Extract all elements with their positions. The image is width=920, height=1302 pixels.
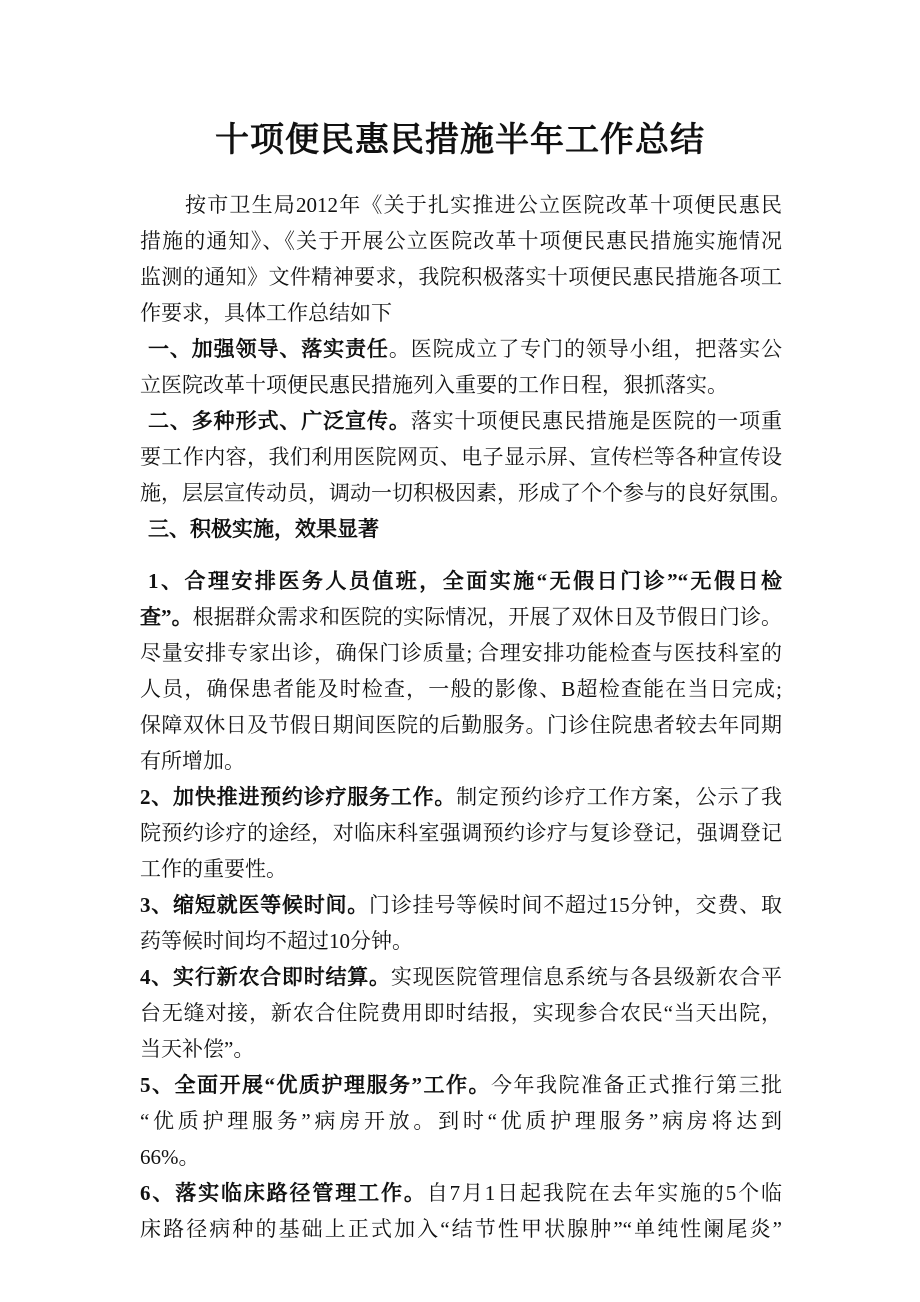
- body-text: 根据群众需求和医院的实际情况，开展了双休日及节假日门诊。: [192, 605, 783, 629]
- body-text: 实现医院管理信息系统与各县级新农合平: [390, 965, 783, 989]
- text-line: [140, 1139, 782, 1175]
- body-text: 落实十项便民惠民措施是医院的一项重: [410, 409, 783, 433]
- text-line: [140, 851, 782, 887]
- text-line: [140, 439, 782, 475]
- body-text: 床路径病种的基础上正式加入“结节性甲状腺肿”“单纯性阑尾炎”: [140, 1217, 782, 1241]
- bold-heading: 2、加快推进预约诊疗服务工作。: [140, 785, 457, 809]
- bold-heading: 一、加强领导、落实责任: [148, 337, 389, 361]
- text-line: [140, 1103, 782, 1139]
- text-line: [140, 1067, 782, 1103]
- body-text: 制定预约诊疗工作方案，公示了我: [456, 785, 783, 809]
- text-line: [140, 511, 782, 547]
- text-line: [140, 475, 791, 511]
- text-line: [140, 187, 782, 223]
- text-line: [140, 403, 782, 439]
- text-line: [140, 367, 782, 403]
- text-line: [140, 295, 782, 331]
- text-line: [140, 599, 782, 635]
- document-title: 十项便民惠民措施半年工作总结: [215, 122, 705, 159]
- text-line: [140, 743, 782, 779]
- body-text: 台无缝对接，新农合住院费用即时结报，实现参合农民“当天出院，: [140, 1001, 782, 1025]
- text-line: [140, 223, 782, 259]
- text-line: [140, 887, 782, 923]
- bold-heading: 1、合理安排医务人员值班，全面实施“无假日门诊”“无假日检: [148, 569, 782, 593]
- bold-heading: 5、全面开展“优质护理服务”工作。: [140, 1073, 491, 1097]
- body-text: 施，层层宣传动员，调动一切积极因素，形成了个个参与的良好氛围。: [140, 481, 791, 505]
- body-text: 自7月1日起我院在去年实施的5个临: [426, 1181, 783, 1205]
- bold-heading: 3、缩短就医等候时间。: [140, 893, 370, 917]
- body-text: 66%。: [140, 1145, 200, 1169]
- text-line: [140, 331, 782, 367]
- body-text: 。医院成立了专门的领导小组，把落实公: [388, 337, 783, 361]
- text-line: [140, 779, 782, 815]
- bold-heading: 6、落实临床路径管理工作。: [140, 1181, 427, 1205]
- text-line: [140, 995, 782, 1031]
- text-line: [140, 671, 782, 707]
- text-line: [140, 1211, 782, 1247]
- bold-heading: 4、实行新农合即时结算。: [140, 965, 391, 989]
- text-line: [140, 563, 782, 599]
- body-text: “优质护理服务”病房开放。到时“优质护理服务”病房将达到: [140, 1109, 782, 1133]
- bold-heading: 三、积极实施，效果显著: [148, 517, 379, 541]
- text-line: [140, 815, 782, 851]
- document-body: [140, 187, 791, 1247]
- body-text: 院预约诊疗的途经，对临床科室强调预约诊疗与复诊登记，强调登记: [140, 821, 782, 845]
- body-text: 按市卫生局2012年《关于扎实推进公立医院改革十项便民惠民: [185, 193, 782, 217]
- text-line: [140, 923, 782, 959]
- body-text: 工作的重要性。: [140, 857, 287, 881]
- text-line: [140, 1175, 782, 1211]
- bold-heading: 查”。: [140, 605, 193, 629]
- body-text: 要工作内容，我们利用医院网页、电子显示屏、宣传栏等各种宣传设: [140, 445, 782, 469]
- body-text: 药等候时间均不超过10分钟。: [140, 929, 413, 953]
- body-text: 保障双休日及节假日期间医院的后勤服务。门诊住院患者较去年同期: [140, 713, 782, 737]
- body-text: 当天补偿”。: [140, 1037, 255, 1061]
- body-text: 有所增加。: [140, 749, 245, 773]
- body-text: 门诊挂号等候时间不超过15分钟，交费、取: [369, 893, 783, 917]
- body-text: 措施的通知》、《关于开展公立医院改革十项便民惠民措施实施情况: [140, 229, 782, 253]
- body-text: 人员，确保患者能及时检查，一般的影像、B超检查能在当日完成;: [140, 677, 782, 701]
- body-text: 尽量安排专家出诊，确保门诊质量; 合理安排功能检查与医技科室的: [140, 641, 782, 665]
- text-line: [140, 959, 782, 995]
- body-text: 作要求，具体工作总结如下: [140, 301, 392, 325]
- text-line: [140, 259, 782, 295]
- body-text: 监测的通知》文件精神要求，我院积极落实十项便民惠民措施各项工: [140, 265, 782, 289]
- bold-heading: 二、多种形式、广泛宣传。: [148, 409, 411, 433]
- text-line: [140, 1031, 782, 1067]
- body-text: 今年我院准备正式推行第三批: [491, 1073, 782, 1097]
- body-text: 立医院改革十项便民惠民措施列入重要的工作日程，狠抓落实。: [140, 373, 728, 397]
- text-line: [140, 635, 782, 671]
- text-line: [140, 707, 782, 743]
